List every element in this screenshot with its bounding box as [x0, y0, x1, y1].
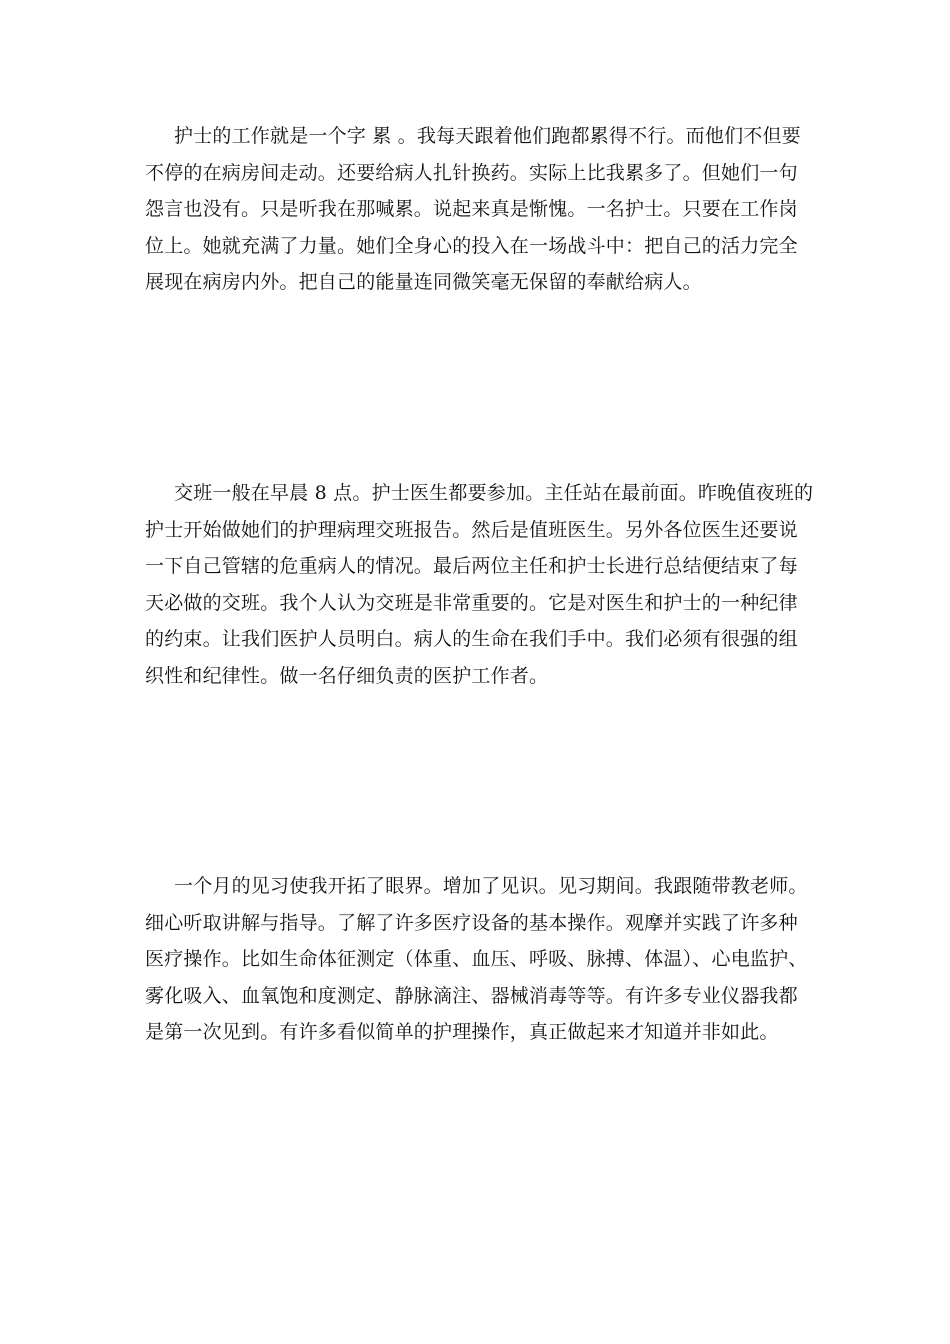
text-line: 织性和纪律性。做一名仔细负责的医护工作者。	[145, 664, 549, 687]
text-line: 天必做的交班。我个人认为交班是非常重要的。它是对医生和护士的一种纪律	[145, 591, 798, 614]
text-line: 是第一次见到。有许多看似简单的护理操作，真正做起来才知道并非如此。	[145, 1021, 779, 1043]
text-line: 护士开始做她们的护理病理交班报告。然后是值班医生。另外各位医生还要说	[145, 518, 798, 541]
text-line: 展现在病房内外。把自己的能量连同微笑毫无保留的奉献给病人。	[145, 271, 702, 293]
text-line: 交班一般在早晨 8 点。护士医生都要参加。主任站在最前面。昨晚值夜班的	[174, 482, 814, 504]
text-line: 的约束。让我们医护人员明白。病人的生命在我们手中。我们必须有很强的组	[145, 628, 798, 650]
paragraph-internship-summary	[145, 868, 807, 1051]
text-line: 雾化吸入、血氧饱和度测定、静脉滴注、器械消毒等等。有许多专业仪器我都	[145, 984, 798, 1007]
paragraph-shift-handover	[145, 475, 814, 694]
text-line: 医疗操作。比如生命体征测定（体重、血压、呼吸、脉搏、体温）、心电监护、	[145, 948, 808, 970]
paragraph-nurse-work	[145, 118, 807, 301]
text-line: 护士的工作就是一个字 累 。我每天跟着他们跑都累得不行。而他们不但要	[174, 125, 801, 147]
text-line: 一下自己管辖的危重病人的情况。最后两位主任和护士长进行总结便结束了每	[145, 555, 798, 577]
text-line: 位上。她就充满了力量。她们全身心的投入在一场战斗中：把自己的活力完全	[145, 234, 798, 257]
text-line: 怨言也没有。只是听我在那喊累。说起来真是惭愧。一名护士。只要在工作岗	[145, 198, 798, 220]
text-line: 一个月的见习使我开拓了眼界。增加了见识。见习期间。我跟随带教老师。	[174, 875, 808, 897]
text-line: 不停的在病房间走动。还要给病人扎针换药。实际上比我累多了。但她们一句	[145, 161, 798, 184]
text-line: 细心听取讲解与指导。了解了许多医疗设备的基本操作。观摩并实践了许多种	[145, 911, 798, 934]
